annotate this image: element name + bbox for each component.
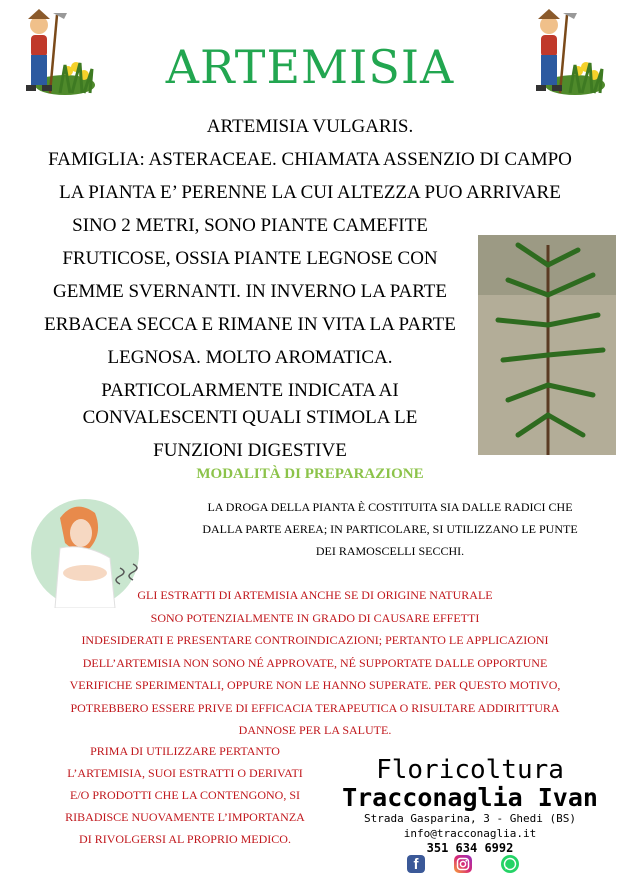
instagram-icon[interactable] <box>454 855 472 873</box>
advice-line: RIBADISCE NUOVAMENTE L’IMPORTANZA <box>65 810 305 824</box>
body-line: SINO 2 METRI, SONO PIANTE CAMEFITE <box>72 215 428 236</box>
preparation-line: DALLA PARTE AEREA; IN PARTICOLARE, SI UTILIZZANO LE PUNTE <box>202 522 578 536</box>
preparation-line: LA DROGA DELLA PIANTA È COSTITUITA SIA DALLE RADICI CHE <box>207 500 573 514</box>
preparation-line: DEI RAMOSCELLI SECCHI. <box>315 544 465 558</box>
section-title: MODALITÀ DI PREPARAZIONE <box>196 466 424 482</box>
body-line: ERBACEA SECCA E RIMANE IN VITA LA PARTE <box>44 314 456 335</box>
body-line: CONVALESCENTI QUALI STIMOLA LE <box>82 407 418 428</box>
business-address: Strada Gasparina, 3 - Ghedi (BS) <box>364 812 576 825</box>
business-name-line1: Floricoltura <box>376 755 564 785</box>
body-line: PARTICOLARMENTE INDICATA AI <box>101 380 399 401</box>
body-line: FAMIGLIA: ASTERACEAE. CHIAMATA ASSENZIO DI CAMPO <box>48 149 572 170</box>
body-line: GEMME SVERNANTI. IN INVERNO LA PARTE <box>53 281 447 302</box>
business-phone[interactable]: 351 634 6992 <box>426 841 514 855</box>
species-name: ARTEMISIA VULGARIS. <box>206 116 414 137</box>
page-title: ARTEMISIA <box>165 40 455 94</box>
advice-line: DI RIVOLGERSI AL PROPRIO MEDICO. <box>79 832 291 846</box>
whatsapp-icon[interactable] <box>501 855 519 873</box>
business-name-line2: Tracconaglia Ivan <box>342 783 598 812</box>
warning-line: POTREBBERO ESSERE PRIVE DI EFFICACIA TERAPEUTICA O RISULTARE ADDIRITTURA <box>70 700 560 715</box>
warning-line: DANNOSE PER LA SALUTE. <box>238 723 392 737</box>
advice-text <box>40 740 330 850</box>
warning-line: INDESIDERATI E PRESENTARE CONTROINDICAZIONI; PERTANTO LE APPLICAZIONI <box>81 633 549 647</box>
plant-photo <box>478 235 616 455</box>
advice-line: E/O PRODOTTI CHE LA CONTENGONO, SI <box>70 788 300 802</box>
advice-line: PRIMA DI UTILIZZARE PERTANTO <box>90 744 280 758</box>
advice-line: L’ARTEMISIA, SUOI ESTRATTI O DERIVATI <box>67 766 303 780</box>
body-line: LEGNOSA. MOLTO AROMATICA. <box>107 347 393 368</box>
warning-line: GLI ESTRATTI DI ARTEMISIA ANCHE SE DI ORIGINE NATURALE <box>137 588 493 602</box>
facebook-icon[interactable]: f <box>407 855 425 873</box>
warning-line: DELL’ARTEMISIA NON SONO NÉ APPROVATE, NÉ SUPPORTATE DALLE OPPORTUNE <box>82 655 548 670</box>
warning-line: VERIFICHE SPERIMENTALI, OPPURE NON LE HANNO SUPERATE. PER QUESTO MOTIVO, <box>69 678 561 692</box>
business-email[interactable]: info@tracconaglia.it <box>403 827 537 840</box>
warning-line: SONO POTENZIALMENTE IN GRADO DI CAUSARE EFFETTI <box>150 610 480 625</box>
preparation-text <box>165 496 615 562</box>
body-line: FRUTICOSE, OSSIA PIANTE LEGNOSE CON <box>62 248 438 269</box>
body-line: FUNZIONI DIGESTIVE <box>153 440 347 461</box>
warning-text <box>30 584 600 742</box>
body-line: LA PIANTA E’ PERENNE LA CUI ALTEZZA PUO ARRIVARE <box>59 182 561 203</box>
